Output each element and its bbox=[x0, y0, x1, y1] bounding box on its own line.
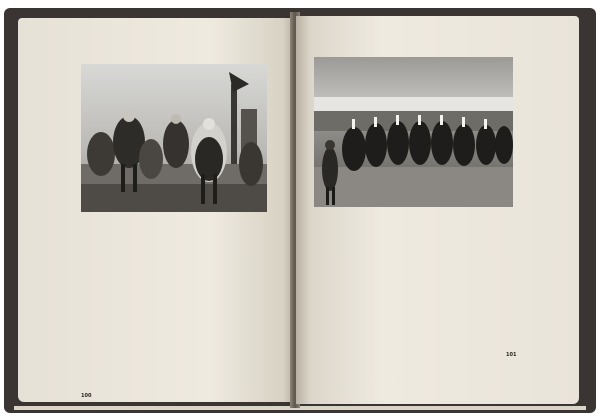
page-edges-bottom bbox=[14, 406, 586, 410]
right-page-text bbox=[314, 224, 529, 354]
left-page-photo bbox=[81, 64, 267, 212]
left-page-number: 100 bbox=[81, 393, 92, 399]
right-page bbox=[296, 16, 579, 404]
left-page bbox=[18, 18, 294, 402]
marching-troops-image bbox=[314, 57, 513, 207]
open-book bbox=[4, 8, 596, 413]
left-page-text bbox=[81, 226, 269, 386]
right-page-number: 101 bbox=[506, 352, 517, 358]
right-page-photo bbox=[314, 57, 513, 207]
crowd-photo-image bbox=[81, 64, 267, 212]
